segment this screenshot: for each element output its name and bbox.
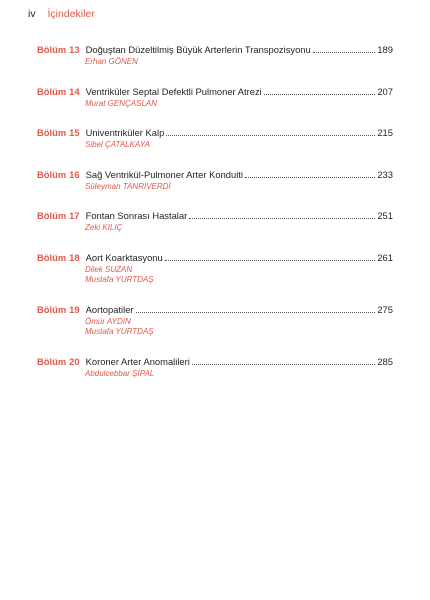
toc-entry — [37, 210, 393, 234]
chapter-word: Bölüm — [37, 210, 67, 221]
dot-leader — [245, 176, 375, 178]
page-reference: 275 — [377, 303, 393, 315]
page-reference: 251 — [377, 210, 393, 221]
chapter-number: 17 — [69, 210, 80, 221]
chapter-label — [37, 210, 80, 222]
chapter-title: Koroner Arter Anomalileri — [85, 355, 190, 367]
toc-entry-line — [37, 304, 393, 316]
dot-leader — [165, 259, 376, 261]
author-list — [85, 140, 393, 151]
author-list — [85, 317, 393, 338]
chapter-label — [37, 127, 80, 139]
toc-entry-line — [37, 127, 393, 139]
page-reference: 207 — [377, 85, 393, 97]
dot-leader — [189, 217, 375, 219]
chapter-title: Ventriküler Septal Defektli Pulmoner Atrezi — [85, 85, 262, 97]
author-list — [85, 182, 393, 193]
chapter-word: Bölüm — [37, 168, 67, 180]
dot-leader — [136, 311, 376, 313]
dot-leader — [166, 134, 375, 136]
chapter-label — [37, 169, 80, 181]
chapter-label — [37, 86, 80, 98]
chapter-title: Aort Koarktasyonu — [85, 251, 163, 263]
author-name: Ömür AYDIN — [85, 316, 131, 326]
chapter-title: Sağ Ventrikül-Pulmoner Arter Konduiti — [85, 168, 243, 180]
author-name: Erhan GÖNEN — [85, 57, 138, 66]
page-reference: 261 — [377, 251, 393, 263]
chapter-word: Bölüm — [37, 44, 67, 55]
chapter-number: 20 — [69, 355, 80, 367]
toc-entry-line — [37, 210, 393, 222]
chapter-title: Univentriküler Kalp — [85, 127, 165, 138]
toc-entry-line — [37, 169, 393, 181]
author-name: Mustafa YURTDAŞ — [85, 275, 154, 284]
author-name: Murat GENÇASLAN — [85, 98, 158, 108]
author-name: Mustafa YURTDAŞ — [85, 327, 154, 336]
page-header — [28, 7, 95, 21]
page-reference: 233 — [377, 168, 393, 180]
author-list — [85, 99, 393, 110]
running-title: İçindekiler — [47, 8, 95, 20]
chapter-number: 14 — [69, 85, 80, 97]
toc-entry — [37, 169, 393, 193]
author-name: Zeki KILIÇ — [85, 223, 123, 232]
toc-entry-line — [37, 252, 393, 264]
chapter-word: Bölüm — [37, 251, 67, 263]
chapter-word: Bölüm — [37, 127, 67, 138]
toc-entry — [37, 304, 393, 338]
toc-entry-line — [37, 86, 393, 98]
chapter-title: Aortopatiler — [85, 303, 134, 315]
toc-entry — [37, 252, 393, 286]
dot-leader — [192, 363, 376, 365]
chapter-word: Bölüm — [37, 85, 67, 97]
author-name: Süleyman TANRIVERDİ — [85, 181, 171, 191]
dot-leader — [264, 93, 376, 95]
chapter-word: Bölüm — [37, 303, 67, 315]
chapter-word: Bölüm — [37, 355, 67, 367]
toc-entry — [37, 44, 393, 68]
author-list — [85, 369, 393, 380]
chapter-title: Doğuştan Düzeltilmiş Büyük Arterlerin Transpozisyonu — [85, 44, 311, 55]
chapter-number: 13 — [69, 44, 80, 55]
chapter-number: 16 — [69, 168, 80, 180]
chapter-number: 15 — [69, 127, 80, 138]
author-list — [85, 57, 393, 68]
page-reference: 215 — [377, 127, 393, 138]
author-name: Sibel ÇATALKAYA — [85, 140, 150, 149]
toc-entry — [37, 356, 393, 380]
author-list — [85, 265, 393, 286]
chapter-label — [37, 252, 80, 264]
dot-leader — [313, 51, 376, 53]
table-of-contents — [37, 44, 393, 397]
chapter-label — [37, 356, 80, 368]
author-name: Abdulcebbar ŞİPAL — [85, 368, 155, 378]
chapter-label — [37, 44, 80, 56]
page-reference: 189 — [377, 44, 393, 55]
toc-entry-line — [37, 44, 393, 56]
chapter-label — [37, 304, 80, 316]
chapter-title: Fontan Sonrası Hastalar — [85, 210, 188, 221]
author-name: Dilek SUZAN — [85, 264, 133, 274]
toc-entry-line — [37, 356, 393, 368]
toc-entry — [37, 86, 393, 110]
chapter-number: 19 — [69, 303, 80, 315]
chapter-number: 18 — [69, 251, 80, 263]
page-reference: 285 — [377, 355, 393, 367]
toc-entry — [37, 127, 393, 151]
author-list — [85, 223, 393, 234]
page-number: iv — [28, 8, 36, 20]
